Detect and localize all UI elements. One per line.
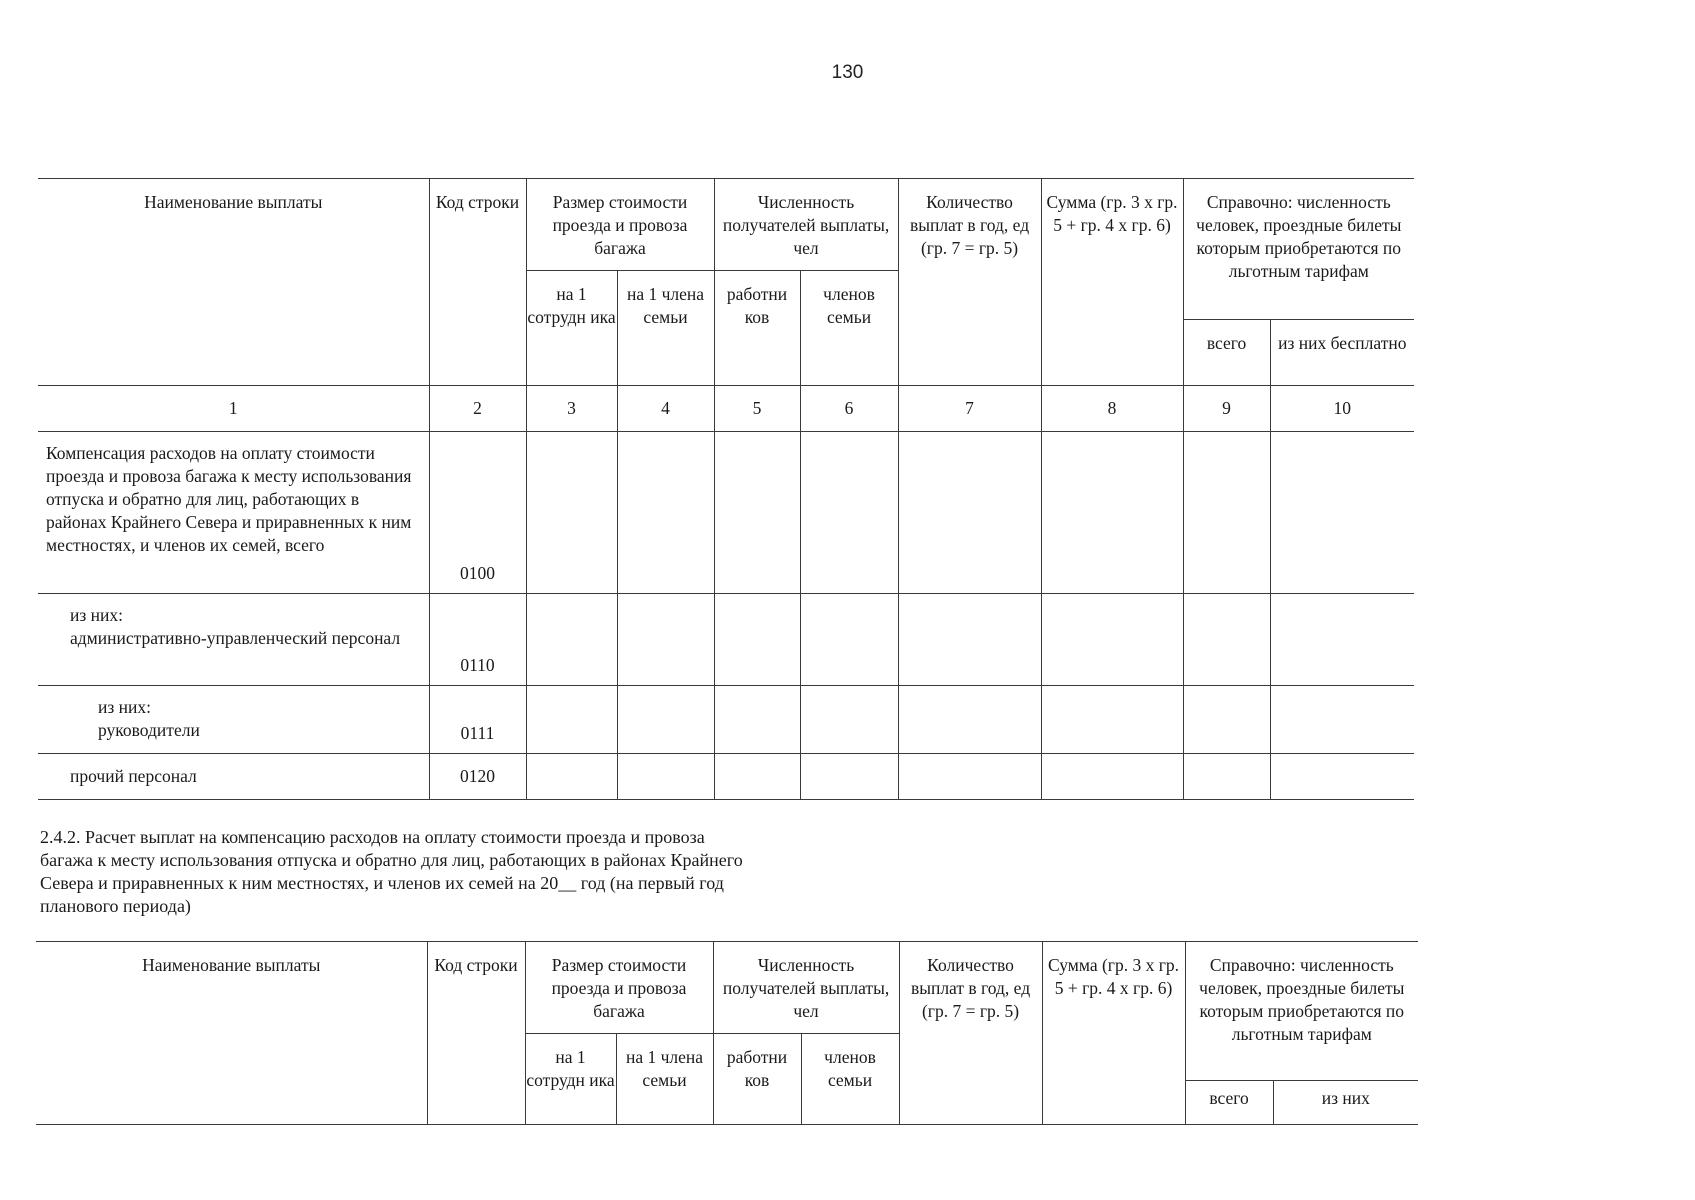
header-count: Численность получателей выплаты, чел [714, 179, 898, 271]
header-cost: Размер стоимости проезда и провоза багажа [525, 942, 713, 1034]
column-number: 9 [1183, 386, 1270, 432]
payments-table-next-year [36, 941, 1418, 1125]
row-code: 0111 [429, 686, 526, 754]
column-number: 2 [429, 386, 526, 432]
row-name: руководители [98, 720, 200, 740]
header-cost-family: на 1 члена семьи [617, 271, 714, 386]
header-count-employees: работни ков [713, 1034, 801, 1125]
value-cell[interactable] [800, 594, 898, 686]
value-cell[interactable] [526, 594, 617, 686]
value-cell[interactable] [617, 754, 714, 800]
column-number: 5 [714, 386, 800, 432]
value-cell[interactable] [714, 594, 800, 686]
header-count-family: членов семьи [801, 1034, 899, 1125]
value-cell[interactable] [617, 594, 714, 686]
page-number: 130 [831, 62, 864, 83]
value-cell[interactable] [1041, 686, 1183, 754]
row-name-cell [38, 686, 429, 754]
column-number: 1 [38, 386, 429, 432]
value-cell[interactable] [898, 686, 1041, 754]
value-cell[interactable] [1183, 432, 1270, 594]
value-cell[interactable] [800, 432, 898, 594]
value-cell[interactable] [526, 686, 617, 754]
header-ref-free: из них [1273, 1081, 1418, 1125]
header-sum: Сумма (гр. 3 x гр. 5 + гр. 4 x гр. 6) [1042, 942, 1185, 1125]
column-number: 3 [526, 386, 617, 432]
header-count: Численность получателей выплаты, чел [713, 942, 899, 1034]
header-sum: Сумма (гр. 3 x гр. 5 + гр. 4 x гр. 6) [1041, 179, 1183, 386]
row-name: прочий персонал [38, 754, 429, 800]
row-prefix: из них: [98, 697, 151, 717]
value-cell[interactable] [800, 686, 898, 754]
row-name: Компенсация расходов на оплату стоимости проезда и провоза багажа к месту использования отпуска и обратно для лиц, работающих в районах Крайнего Севера и приравненных к ним местностях, и членов их семей, всего [38, 432, 429, 594]
header-count-family: членов семьи [800, 271, 898, 386]
header-cost-family: на 1 члена семьи [616, 1034, 713, 1125]
value-cell[interactable] [898, 432, 1041, 594]
table-row [38, 594, 1414, 686]
value-cell[interactable] [1270, 686, 1414, 754]
header-reference: Справочно: численность человек, проездные билеты которым приобретаются по льготным тарифам [1183, 179, 1414, 320]
header-name: Наименование выплаты [38, 179, 429, 386]
header-name: Наименование выплаты [36, 942, 427, 1125]
row-code: 0100 [429, 432, 526, 594]
header-code: Код строки [427, 942, 525, 1125]
header-payments: Количество выплат в год, ед (гр. 7 = гр. 5) [899, 942, 1042, 1125]
header-cost-employee: на 1 сотрудн ика [525, 1034, 616, 1125]
column-number: 6 [800, 386, 898, 432]
value-cell[interactable] [1270, 754, 1414, 800]
row-name-cell [38, 594, 429, 686]
header-code: Код строки [429, 179, 526, 386]
value-cell[interactable] [1183, 594, 1270, 686]
value-cell[interactable] [1041, 594, 1183, 686]
header-ref-free: из них бесплатно [1270, 320, 1414, 386]
column-number: 8 [1041, 386, 1183, 432]
value-cell[interactable] [714, 754, 800, 800]
value-cell[interactable] [526, 754, 617, 800]
column-number: 4 [617, 386, 714, 432]
header-cost-employee: на 1 сотрудн ика [526, 271, 617, 386]
value-cell[interactable] [617, 432, 714, 594]
table-row [38, 754, 1414, 800]
column-number: 7 [898, 386, 1041, 432]
value-cell[interactable] [898, 754, 1041, 800]
payments-table-main [38, 178, 1414, 800]
section-title: 2.4.2. Расчет выплат на компенсацию расходов на оплату стоимости проезда и провоза багажа к месту использования отпуска и обратно для лиц, работающих в районах Крайнего Севера и приравненных к ним местностях, и членов их семей на 20__ год (на первый год планового периода) [40, 827, 743, 916]
header-cost: Размер стоимости проезда и провоза багажа [526, 179, 714, 271]
value-cell[interactable] [898, 594, 1041, 686]
row-name: административно-управленческий персонал [70, 628, 401, 648]
value-cell[interactable] [526, 432, 617, 594]
value-cell[interactable] [617, 686, 714, 754]
row-code: 0110 [429, 594, 526, 686]
value-cell[interactable] [714, 686, 800, 754]
value-cell[interactable] [1270, 594, 1414, 686]
header-reference: Справочно: численность человек, проездные билеты которым приобретаются по льготным тарифам [1185, 942, 1418, 1081]
column-number: 10 [1270, 386, 1414, 432]
row-prefix: из них: [70, 605, 123, 625]
value-cell[interactable] [800, 754, 898, 800]
table-row [38, 432, 1414, 594]
value-cell[interactable] [1183, 754, 1270, 800]
value-cell[interactable] [1041, 754, 1183, 800]
table-row [38, 686, 1414, 754]
value-cell[interactable] [1183, 686, 1270, 754]
header-ref-total: всего [1183, 320, 1270, 386]
header-payments: Количество выплат в год, ед (гр. 7 = гр. 5) [898, 179, 1041, 386]
header-count-employees: работни ков [714, 271, 800, 386]
value-cell[interactable] [1270, 432, 1414, 594]
value-cell[interactable] [714, 432, 800, 594]
header-ref-total: всего [1185, 1081, 1273, 1125]
row-code: 0120 [429, 754, 526, 800]
value-cell[interactable] [1041, 432, 1183, 594]
